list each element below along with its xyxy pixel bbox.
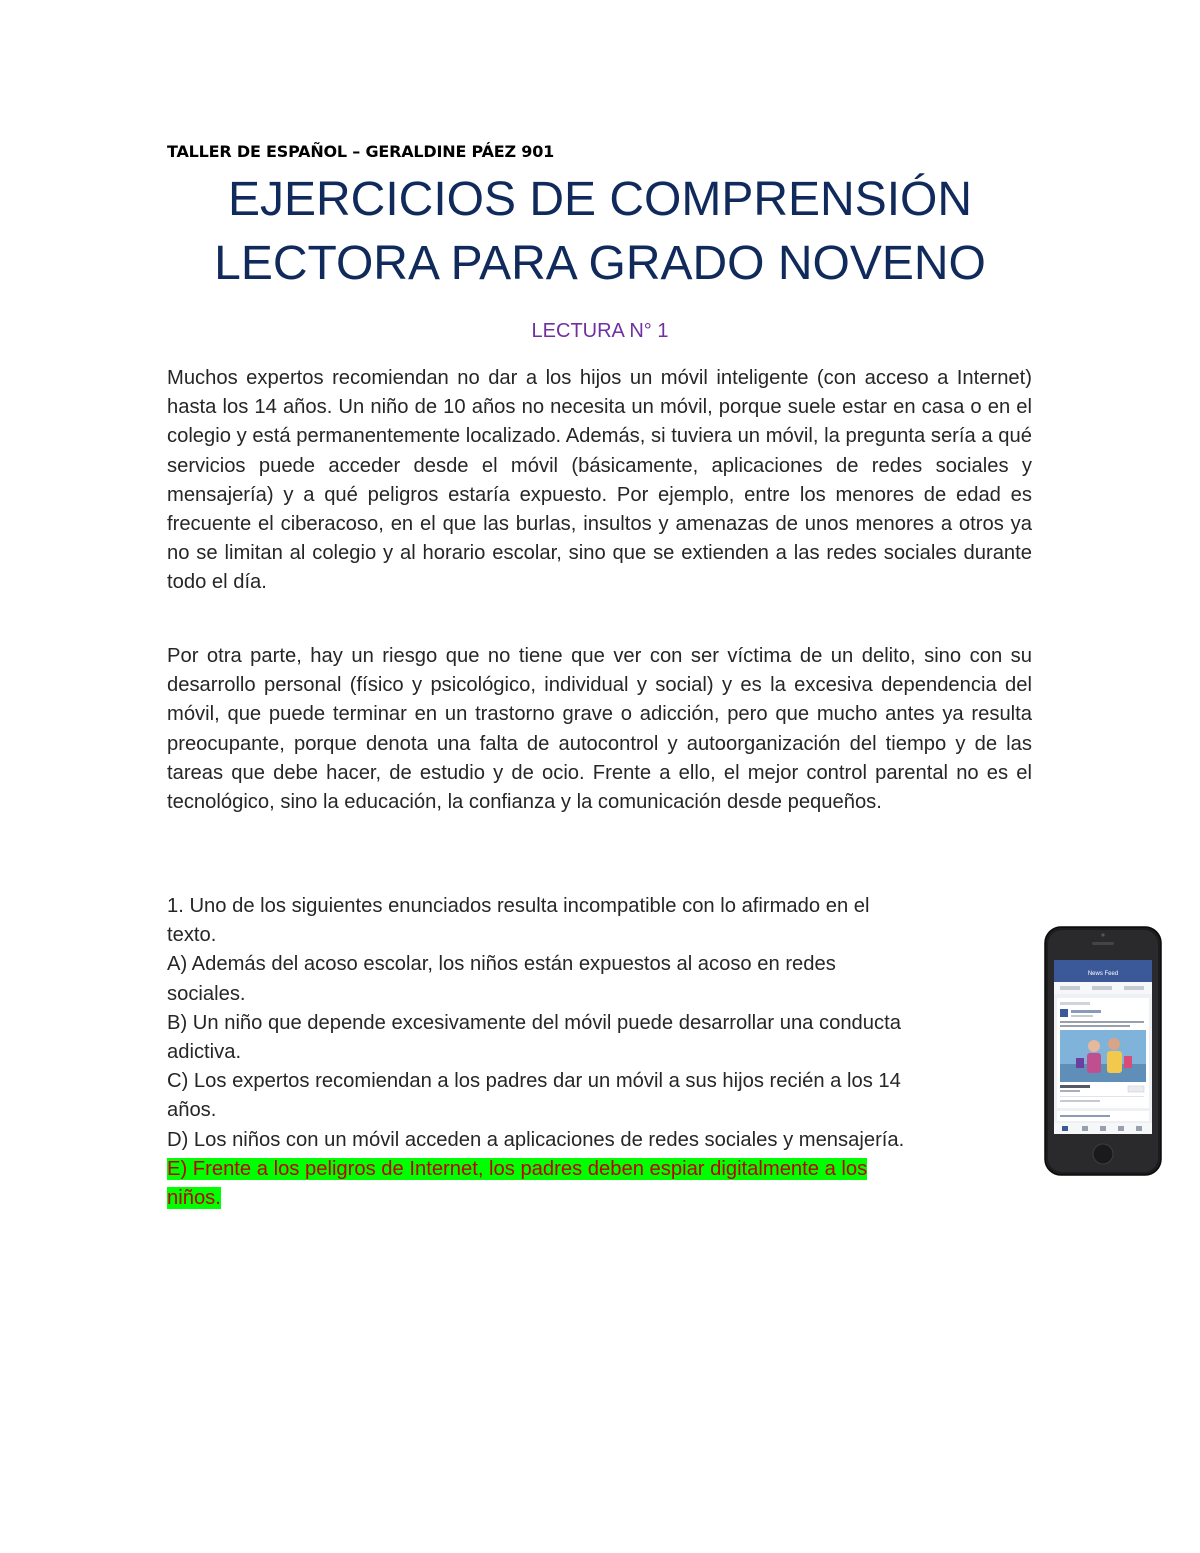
reading-paragraph-2: Por otra parte, hay un riesgo que no tiene que ver con ser víctima de un delito, sino con su desarrollo personal (físico y psicológico, individual y social) y es la excesiva dependencia del móvil, que puede terminar en un trastorno grave o adicción, pero que mucho antes ya resulta preocupante, porque denota una falta de autocontrol y autoorganización del tiempo y de las tareas que debe hacer, de estudio y de ocio. Frente a ello, el mejor control parental no es el tecnológico, sino la educación, la confianza y la comunicación desde pequeños. bbox=[167, 645, 1032, 814]
option-a-line-1: A) Además del acoso escolar, los niños están expuestos al acoso en redes bbox=[167, 953, 836, 976]
document-header: TALLER DE ESPAÑOL – GERALDINE PÁEZ 901 bbox=[167, 142, 555, 161]
option-c-line-2: años. bbox=[167, 1099, 217, 1122]
question-1 bbox=[167, 892, 1037, 1213]
option-b-line-1: B) Un niño que depende excesivamente del móvil puede desarrollar una conducta bbox=[167, 1011, 901, 1034]
page-title bbox=[150, 168, 1050, 296]
option-e-line-1: E) Frente a los peligros de Internet, los padres deben espiar digitalmente a los bbox=[167, 1157, 868, 1180]
question-stem-line-2: texto. bbox=[167, 924, 217, 947]
option-c-line-1: C) Los expertos recomiendan a los padres dar un móvil a sus hijos recién a los 14 bbox=[167, 1070, 901, 1093]
title-line-1: EJERCICIOS DE COMPRENSIÓN bbox=[227, 173, 973, 226]
screen-title: News Feed bbox=[1087, 971, 1119, 977]
question-stem-line-1: 1. Uno de los siguientes enunciados resulta incompatible con lo afirmado en el bbox=[167, 895, 870, 917]
option-a-line-2: sociales. bbox=[167, 982, 246, 1005]
option-d: D) Los niños con un móvil acceden a aplicaciones de redes sociales y mensajería. bbox=[167, 1128, 905, 1151]
title-line-2: LECTORA PARA GRADO NOVENO bbox=[214, 237, 986, 290]
smartphone-icon bbox=[1044, 926, 1162, 1176]
option-b-line-2: adictiva. bbox=[167, 1041, 242, 1064]
reading-paragraph-1: Muchos expertos recomiendan no dar a los hijos un móvil inteligente (con acceso a Internet) hasta los 14 años. Un niño de 10 años no necesita un móvil, porque suele estar en casa o en el colegio y está permanentemente localizado. Además, si tuviera un móvil, la pregunta sería a qué servicios puede acceder desde el móvil (básicamente, aplicaciones de redes sociales y mensajería) y a qué peligros estaría expuesto. Por ejemplo, entre los menores de edad es frecuente el ciberacoso, en el que las burlas, insultos y amenazas de unos menores a otros ya no se limitan al colegio y al horario escolar, sino que se extienden a las redes sociales durante todo el día. bbox=[167, 367, 1032, 594]
option-e-line-2: niños. bbox=[167, 1187, 221, 1210]
reading-title: LECTURA N° 1 bbox=[531, 320, 669, 342]
